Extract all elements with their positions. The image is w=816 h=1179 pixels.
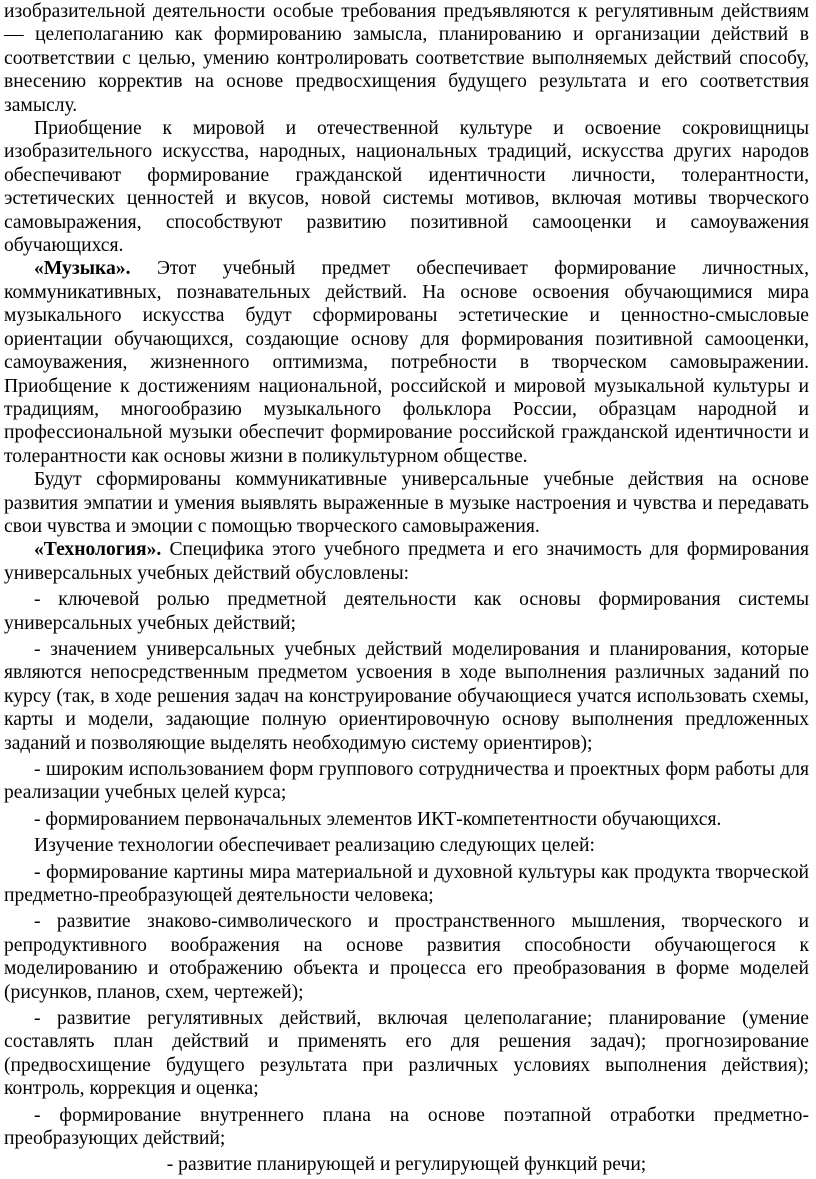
list-item: - развитие планирующей и регулирующей функций речи; <box>166 1153 647 1175</box>
heading-technology: «Технология». <box>34 539 162 561</box>
paragraph-visual-arts-regulatory: изобразительной деятельности особые требования предъявляются к регулятивным действиям — целеполаганию как формированию замысла, планированию и организации действий в соответствии с целью, умению контролировать соответствие выполняемых действий способу, внесению корректив на основе предвосхищения будущего результата и его соответствия замыслу. <box>4 1 809 116</box>
list-item: - формирование картины мира материальной и духовной культуры как продукта творческой предметно-преобразующей деятельности человека; <box>4 861 809 907</box>
paragraph-music: «Музыка». Этот учебный предмет обеспечивает формирование личностных, коммуникативных, познавательных действий. На основе освоения обучающимися мира музыкального искусства будут сформированы эстетические и ценностно-смысловые ориентации обучающихся, создающие основу для формирования позитивной самооценки, самоуважения, жизненного оптимизма, потребности в творческом самовыражении. Приобщение к достижениям национальной, российской и мировой музыкальной культуры и традициям, многообразию музыкального фольклора России, образцам народной и профессиональной музыки обеспечит формирование российской гражданской идентичности и толерантности как основы жизни в поликультурном обществе. <box>4 258 809 467</box>
list-item: - развитие знаково-символического и пространственного мышления, творческого и репродуктивного воображения на основе развития способности обучающегося к моделированию и отображению объекта и процесса его преобразования в форме моделей (рисунков, планов, схем, чертежей); <box>4 911 809 1003</box>
paragraph-culture-introduction: Приобщение к мировой и отечественной культуре и освоение сокровищницы изобразительного искусства, народных, национальных традиций, искусства других народов обеспечивают формирование гражданской идентичности личности, толерантности, эстетических ценностей и вкусов, новой системы мотивов, включая мотивы творческого самовыражения, способствуют развитию позитивной самооценки и самоуважения обучающихся. <box>4 118 809 257</box>
paragraph-technology: «Технология». Специфика этого учебного предмета и его значимость для формирования универсальных учебных действий обусловлены: <box>4 539 809 584</box>
list-item: - широким использованием форм группового сотрудничества и проектных форм работы для реализации учебных целей курса; <box>4 759 809 804</box>
paragraph-technology-goals: Изучение технологии обеспечивает реализацию следующих целей: <box>34 835 595 857</box>
list-item: - ключевой ролью предметной деятельности как основы формирования системы универсальных учебных действий; <box>4 589 809 634</box>
heading-music: «Музыка». <box>34 258 131 280</box>
list-item: - формированием первоначальных элементов ИКТ-компетентности обучающихся. <box>34 808 722 830</box>
list-item: - формирование внутреннего плана на основе поэтапной отработки предметно-преобразующих действий; <box>4 1104 809 1150</box>
list-item: - развитие регулятивных действий, включая целеполагание; планирование (умение составлять план действий и применять его для решения задач); прогнозирование (предвосхищение будущего результата при различных условиях выполнения действия); контроль, коррекция и оценка; <box>4 1008 809 1100</box>
paragraph-music-communicative: Будут сформированы коммуникативные универсальные учебные действия на основе развития эмпатии и умения выявлять выраженные в музыке настроения и чувства и передавать свои чувства и эмоции с помощью творческого самовыражения. <box>4 469 809 537</box>
list-item: - значением универсальных учебных действий моделирования и планирования, которые являются непосредственным предметом усвоения в ходе выполнения различных заданий по курсу (так, в ходе решения задач на конструирование обучающиеся учатся использовать схемы, карты и модели, задающие полную ориентировочную основу выполнения предложенных заданий и позволяющие выделять необходимую систему ориентиров); <box>4 638 809 754</box>
